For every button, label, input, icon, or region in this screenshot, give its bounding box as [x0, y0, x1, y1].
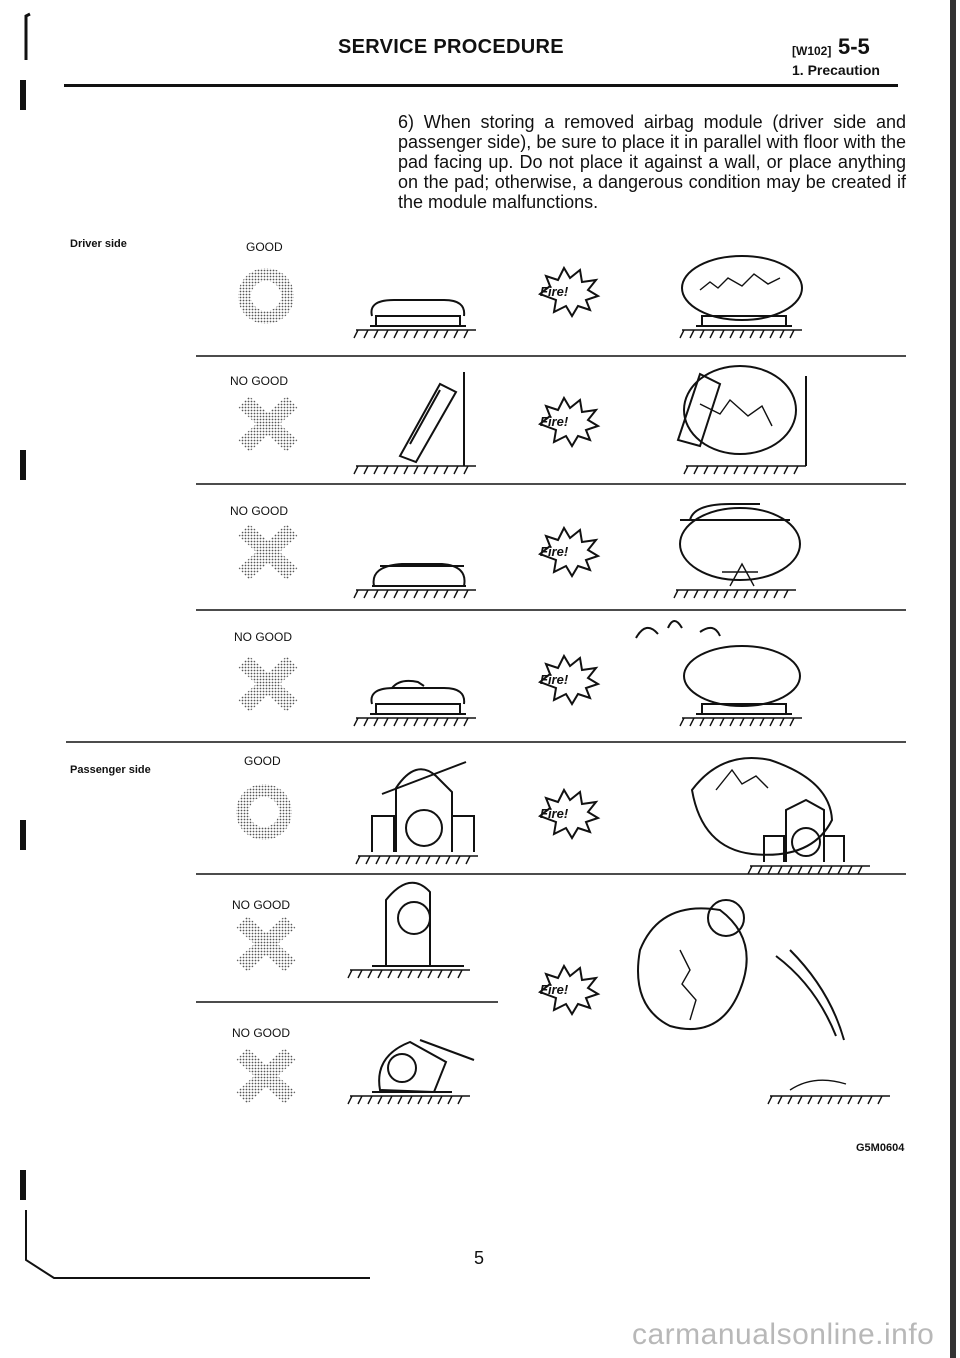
watermark-site: carmanualsonline.info: [632, 1318, 935, 1351]
fire-label: Fire!: [540, 544, 569, 559]
fire-label: Fire!: [540, 284, 569, 299]
fire-label: Fire!: [540, 982, 569, 997]
driver-side-label: Driver side: [70, 238, 127, 250]
page-title: SERVICE PROCEDURE: [338, 36, 564, 58]
row-label-good: GOOD: [244, 754, 281, 768]
row-label-good: GOOD: [246, 240, 283, 254]
fire-label: Fire!: [540, 806, 569, 821]
passenger-side-label: Passenger side: [70, 764, 151, 776]
row-label-no-good: NO GOOD: [230, 504, 289, 518]
precaution-paragraph: 6) When storing a removed airbag module (driver side and passenger side), be sure to place it in parallel with floor with the pad facing up. Do not place it against a wall, or place anything on the pad; otherwise, a dangerous condition may be created if the module malfunctions.: [398, 112, 906, 212]
row-label-no-good: NO GOOD: [232, 1026, 291, 1040]
fire-label: Fire!: [540, 672, 569, 687]
section-code: [W102]: [792, 44, 832, 58]
row-label-no-good: NO GOOD: [232, 898, 291, 912]
fire-label: Fire!: [540, 414, 569, 429]
section-title: 1. Precaution: [792, 62, 880, 78]
page-reference: 5-5: [838, 34, 870, 59]
row-label-no-good: NO GOOD: [230, 374, 289, 388]
page-number: 5: [474, 1248, 485, 1268]
row-label-no-good: NO GOOD: [234, 630, 293, 644]
figure-code: G5M0604: [856, 1142, 905, 1154]
